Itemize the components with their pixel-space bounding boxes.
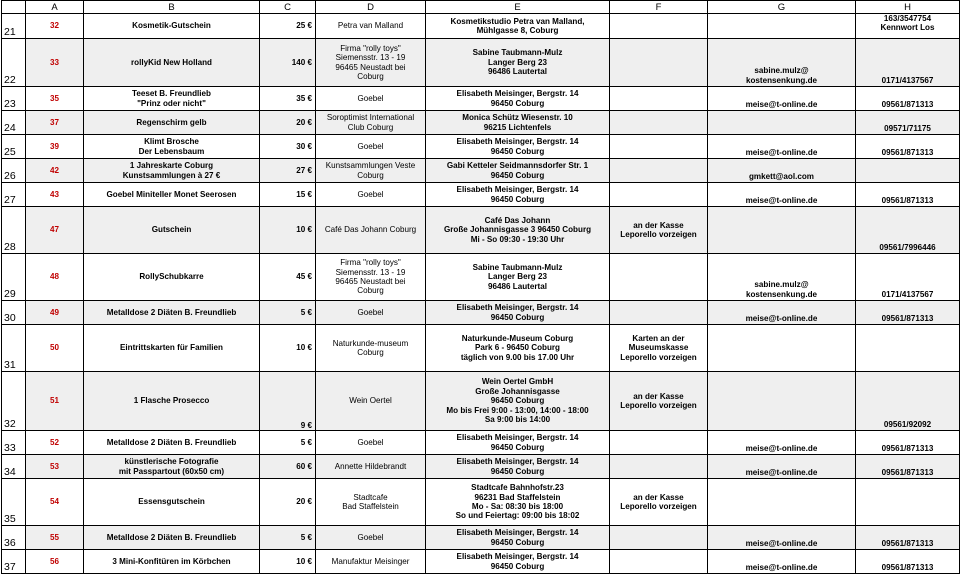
cell-b[interactable]: Regenschirm gelb	[84, 111, 260, 135]
cell-g[interactable]	[708, 207, 856, 254]
cell-a[interactable]: 49	[26, 301, 84, 325]
cell-c[interactable]: 5 €	[260, 526, 316, 550]
row-number[interactable]: 37	[2, 550, 26, 574]
cell-e[interactable]: Elisabeth Meisinger, Bergstr. 14 96450 Coburg	[426, 135, 610, 159]
row-number[interactable]: 24	[2, 111, 26, 135]
column-header-b[interactable]: B	[84, 1, 260, 14]
table-row	[2, 455, 960, 479]
table-row	[2, 254, 960, 301]
cell-d[interactable]: Goebel	[316, 135, 426, 159]
row-number[interactable]: 23	[2, 87, 26, 111]
cell-f[interactable]: an der Kasse Leporello vorzeigen	[610, 207, 708, 254]
column-header-row	[2, 1, 960, 14]
cell-a[interactable]: 39	[26, 135, 84, 159]
cell-a[interactable]: 56	[26, 550, 84, 574]
cell-b[interactable]: Essensgutschein	[84, 479, 260, 526]
cell-b[interactable]: 1 Jahreskarte Coburg Kunstsammlungen à 27 €	[84, 159, 260, 183]
cell-b[interactable]: Metalldose 2 Diäten B. Freundlieb	[84, 301, 260, 325]
cell-e[interactable]: Elisabeth Meisinger, Bergstr. 14 96450 Coburg	[426, 87, 610, 111]
table-row	[2, 372, 960, 431]
cell-b[interactable]: Eintrittskarten für Familien	[84, 325, 260, 372]
cell-a[interactable]: 33	[26, 39, 84, 87]
cell-e[interactable]: Sabine Taubmann-Mulz Langer Berg 23 96486 Lautertal	[426, 254, 610, 301]
cell-f[interactable]: Karten an der Museumskasse Leporello vorzeigen	[610, 325, 708, 372]
cell-h[interactable]: 09561/871313	[856, 526, 960, 550]
cell-f[interactable]	[610, 301, 708, 325]
row-number[interactable]: 26	[2, 159, 26, 183]
cell-a[interactable]: 50	[26, 325, 84, 372]
cell-c[interactable]: 10 €	[260, 207, 316, 254]
cell-f[interactable]	[610, 111, 708, 135]
table-row	[2, 526, 960, 550]
row-number[interactable]: 30	[2, 301, 26, 325]
cell-g[interactable]: sabine.mulz@ kostensenkung.de	[708, 254, 856, 301]
cell-h[interactable]	[856, 325, 960, 372]
cell-g[interactable]: meise@t-online.de	[708, 135, 856, 159]
row-number[interactable]: 36	[2, 526, 26, 550]
cell-a[interactable]: 55	[26, 526, 84, 550]
cell-e[interactable]: Naturkunde-Museum Coburg Park 6 - 96450 Coburg täglich von 9.00 bis 17.00 Uhr	[426, 325, 610, 372]
cell-a[interactable]: 42	[26, 159, 84, 183]
cell-e[interactable]: Café Das Johann Große Johannisgasse 3 96450 Coburg Mi - So 09:30 - 19:30 Uhr	[426, 207, 610, 254]
table-row	[2, 135, 960, 159]
cell-b[interactable]: RollySchubkarre	[84, 254, 260, 301]
row-number[interactable]: 29	[2, 254, 26, 301]
column-header-f[interactable]: F	[610, 1, 708, 14]
cell-g[interactable]	[708, 325, 856, 372]
cell-f[interactable]	[610, 39, 708, 87]
table-row	[2, 183, 960, 207]
cell-e[interactable]: Elisabeth Meisinger, Bergstr. 14 96450 Coburg	[426, 301, 610, 325]
cell-e[interactable]: Stadtcafe Bahnhofstr.23 96231 Bad Staffelstein Mo - Sa: 08:30 bis 18:00 So und Feiertag: 09:00 bis 18:02	[426, 479, 610, 526]
cell-g[interactable]: sabine.mulz@ kostensenkung.de	[708, 39, 856, 87]
cell-c[interactable]: 35 €	[260, 87, 316, 111]
row-number[interactable]: 22	[2, 39, 26, 87]
cell-a[interactable]: 35	[26, 87, 84, 111]
cell-g[interactable]: gmkett@aol.com	[708, 159, 856, 183]
row-number[interactable]: 34	[2, 455, 26, 479]
cell-h[interactable]: 09561/871313	[856, 301, 960, 325]
table-row	[2, 431, 960, 455]
cell-g[interactable]	[708, 111, 856, 135]
table-row	[2, 325, 960, 372]
column-header-d[interactable]: D	[316, 1, 426, 14]
cell-a[interactable]: 43	[26, 183, 84, 207]
corner-cell[interactable]	[2, 1, 26, 14]
table-row	[2, 479, 960, 526]
cell-e[interactable]: Monica Schütz Wiesenstr. 10 96215 Lichtenfels	[426, 111, 610, 135]
cell-a[interactable]: 37	[26, 111, 84, 135]
cell-c[interactable]: 9 €	[260, 372, 316, 431]
table-row	[2, 87, 960, 111]
cell-g[interactable]: meise@t-online.de	[708, 431, 856, 455]
cell-a[interactable]: 32	[26, 14, 84, 39]
cell-d[interactable]: Kunstsammlungen Veste Coburg	[316, 159, 426, 183]
cell-a[interactable]: 47	[26, 207, 84, 254]
cell-e[interactable]: Elisabeth Meisinger, Bergstr. 14 96450 Coburg	[426, 183, 610, 207]
cell-h[interactable]: 0171/4137567	[856, 254, 960, 301]
cell-a[interactable]: 54	[26, 479, 84, 526]
cell-b[interactable]: Gutschein	[84, 207, 260, 254]
cell-h[interactable]	[856, 479, 960, 526]
cell-a[interactable]: 52	[26, 431, 84, 455]
table-row	[2, 14, 960, 39]
cell-g[interactable]: meise@t-online.de	[708, 183, 856, 207]
cell-b[interactable]: 3 Mini-Konfitüren im Körbchen	[84, 550, 260, 574]
cell-e[interactable]: Gabi Ketteler Seidmannsdorfer Str. 1 96450 Coburg	[426, 159, 610, 183]
cell-d[interactable]: Stadtcafe Bad Staffelstein	[316, 479, 426, 526]
cell-a[interactable]: 48	[26, 254, 84, 301]
cell-b[interactable]: Kosmetik-Gutschein	[84, 14, 260, 39]
cell-h[interactable]: 09561/871313	[856, 550, 960, 574]
table-row	[2, 111, 960, 135]
row-number[interactable]: 21	[2, 14, 26, 39]
table-row	[2, 39, 960, 87]
cell-h[interactable]: 09561/92092	[856, 372, 960, 431]
table-row	[2, 159, 960, 183]
cell-b[interactable]: Klimt Brosche Der Lebensbaum	[84, 135, 260, 159]
row-number[interactable]: 25	[2, 135, 26, 159]
cell-d[interactable]: Annette Hildebrandt	[316, 455, 426, 479]
cell-d[interactable]: Manufaktur Meisinger	[316, 550, 426, 574]
cell-h[interactable]: 09561/7996446	[856, 207, 960, 254]
cell-d[interactable]: Goebel	[316, 301, 426, 325]
cell-c[interactable]: 27 €	[260, 159, 316, 183]
cell-h[interactable]: 09561/871313	[856, 135, 960, 159]
cell-d[interactable]: Wein Oertel	[316, 372, 426, 431]
cell-e[interactable]: Wein Oertel GmbH Große Johannisgasse 96450 Coburg Mo bis Frei 9:00 - 13:00, 14:00 - 18:00 Sa 9:00 bis 14:00	[426, 372, 610, 431]
cell-e[interactable]: Elisabeth Meisinger, Bergstr. 14 96450 Coburg	[426, 455, 610, 479]
cell-f[interactable]	[610, 159, 708, 183]
cell-e[interactable]: Sabine Taubmann-Mulz Langer Berg 23 96486 Lautertal	[426, 39, 610, 87]
cell-c[interactable]: 60 €	[260, 455, 316, 479]
cell-f[interactable]	[610, 87, 708, 111]
cell-h[interactable]	[856, 159, 960, 183]
row-number[interactable]: 33	[2, 431, 26, 455]
cell-e[interactable]: Elisabeth Meisinger, Bergstr. 14 96450 Coburg	[426, 431, 610, 455]
cell-c[interactable]: 10 €	[260, 550, 316, 574]
cell-g[interactable]: meise@t-online.de	[708, 526, 856, 550]
cell-b[interactable]: Teeset B. Freundlieb "Prinz oder nicht"	[84, 87, 260, 111]
column-header-c[interactable]: C	[260, 1, 316, 14]
cell-f[interactable]	[610, 455, 708, 479]
cell-b[interactable]: Goebel Miniteller Monet Seerosen	[84, 183, 260, 207]
column-header-a[interactable]: A	[26, 1, 84, 14]
cell-c[interactable]: 5 €	[260, 431, 316, 455]
cell-h[interactable]: 0171/4137567	[856, 39, 960, 87]
column-header-e[interactable]: E	[426, 1, 610, 14]
cell-f[interactable]	[610, 526, 708, 550]
cell-e[interactable]: Elisabeth Meisinger, Bergstr. 14 96450 Coburg	[426, 526, 610, 550]
cell-b[interactable]: rollyKid New Holland	[84, 39, 260, 87]
cell-d[interactable]: Goebel	[316, 183, 426, 207]
cell-d[interactable]: Firma "rolly toys" Siemensstr. 13 - 19 96465 Neustadt bei Coburg	[316, 254, 426, 301]
cell-e[interactable]: Elisabeth Meisinger, Bergstr. 14 96450 Coburg	[426, 550, 610, 574]
cell-d[interactable]: Goebel	[316, 431, 426, 455]
cell-g[interactable]: meise@t-online.de	[708, 550, 856, 574]
cell-d[interactable]: Petra van Malland	[316, 14, 426, 39]
cell-f[interactable]: an der Kasse Leporello vorzeigen	[610, 372, 708, 431]
cell-c[interactable]: 45 €	[260, 254, 316, 301]
cell-d[interactable]: Naturkunde-museum Coburg	[316, 325, 426, 372]
column-header-g[interactable]: G	[708, 1, 856, 14]
row-number[interactable]: 28	[2, 207, 26, 254]
cell-g[interactable]: meise@t-online.de	[708, 455, 856, 479]
cell-f[interactable]	[610, 14, 708, 39]
row-number[interactable]: 35	[2, 479, 26, 526]
table-row	[2, 207, 960, 254]
cell-d[interactable]: Goebel	[316, 87, 426, 111]
cell-c[interactable]: 30 €	[260, 135, 316, 159]
cell-f[interactable]	[610, 254, 708, 301]
cell-h[interactable]: 09561/871313	[856, 455, 960, 479]
cell-g[interactable]	[708, 14, 856, 39]
cell-h[interactable]: 09561/871313	[856, 431, 960, 455]
table-row	[2, 301, 960, 325]
cell-a[interactable]: 51	[26, 372, 84, 431]
cell-h[interactable]: 09571/71175	[856, 111, 960, 135]
cell-f[interactable]: an der Kasse Leporello vorzeigen	[610, 479, 708, 526]
cell-b[interactable]: künstlerische Fotografie mit Passpartout (60x50 cm)	[84, 455, 260, 479]
cell-d[interactable]: Goebel	[316, 526, 426, 550]
cell-g[interactable]: meise@t-online.de	[708, 301, 856, 325]
cell-c[interactable]: 20 €	[260, 111, 316, 135]
cell-g[interactable]	[708, 372, 856, 431]
cell-h[interactable]: 09561/871313	[856, 87, 960, 111]
cell-e[interactable]: Kosmetikstudio Petra van Malland, Mühlgasse 8, Coburg	[426, 14, 610, 39]
cell-d[interactable]: Café Das Johann Coburg	[316, 207, 426, 254]
cell-d[interactable]: Firma "rolly toys" Siemensstr. 13 - 19 96465 Neustadt bei Coburg	[316, 39, 426, 87]
cell-g[interactable]: meise@t-online.de	[708, 87, 856, 111]
cell-c[interactable]: 25 €	[260, 14, 316, 39]
cell-b[interactable]: Metalldose 2 Diäten B. Freundlieb	[84, 431, 260, 455]
cell-f[interactable]	[610, 183, 708, 207]
cell-b[interactable]: Metalldose 2 Diäten B. Freundlieb	[84, 526, 260, 550]
cell-h[interactable]: 163/3547754 Kennwort Los	[856, 14, 960, 39]
cell-c[interactable]: 15 €	[260, 183, 316, 207]
cell-f[interactable]	[610, 431, 708, 455]
table-row	[2, 550, 960, 574]
cell-f[interactable]	[610, 550, 708, 574]
cell-a[interactable]: 53	[26, 455, 84, 479]
row-number[interactable]: 31	[2, 325, 26, 372]
cell-c[interactable]: 20 €	[260, 479, 316, 526]
cell-d[interactable]: Soroptimist International Club Coburg	[316, 111, 426, 135]
column-header-h[interactable]: H	[856, 1, 960, 14]
cell-g[interactable]	[708, 479, 856, 526]
cell-f[interactable]	[610, 135, 708, 159]
cell-h[interactable]: 09561/871313	[856, 183, 960, 207]
cell-c[interactable]: 140 €	[260, 39, 316, 87]
spreadsheet-table	[1, 0, 960, 574]
cell-b[interactable]: 1 Flasche Prosecco	[84, 372, 260, 431]
cell-c[interactable]: 5 €	[260, 301, 316, 325]
cell-c[interactable]: 10 €	[260, 325, 316, 372]
row-number[interactable]: 32	[2, 372, 26, 431]
row-number[interactable]: 27	[2, 183, 26, 207]
